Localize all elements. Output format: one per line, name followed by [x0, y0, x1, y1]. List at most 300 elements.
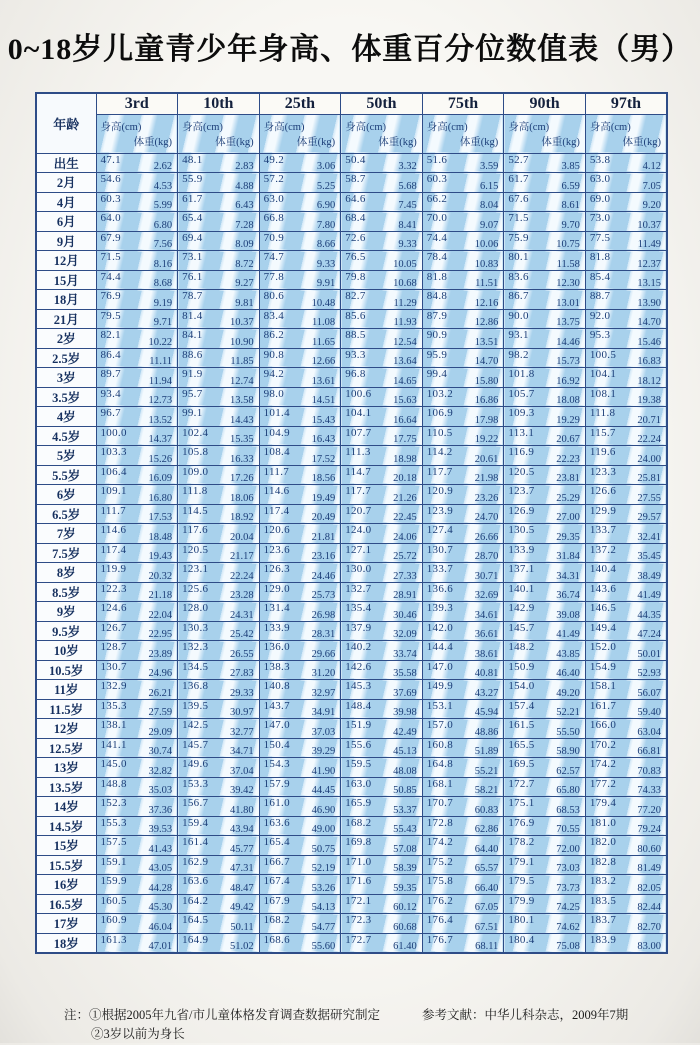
weight-value: 23.28: [230, 590, 254, 601]
table-row: [36, 621, 667, 641]
height-value: 149.4: [589, 621, 617, 634]
height-value: 165.5: [508, 738, 535, 751]
weight-unit-label: 体重(kg): [215, 136, 254, 148]
height-value: 64.0: [100, 212, 121, 224]
height-weight-cell: [585, 387, 667, 407]
weight-value: 24.70: [474, 512, 499, 523]
height-value: 142.5: [182, 719, 209, 731]
age-label: 9.5岁: [36, 621, 96, 641]
weight-value: 37.03: [311, 726, 336, 738]
height-value: 122.3: [100, 582, 127, 595]
height-value: 152.3: [100, 797, 127, 809]
weight-value: 25.81: [637, 473, 661, 484]
weight-value: 20.04: [230, 531, 254, 543]
table-row: [36, 251, 667, 271]
weight-value: 38.49: [637, 570, 661, 582]
height-weight-cell: [585, 212, 667, 232]
height-weight-cell: [341, 348, 423, 368]
height-weight-cell: [585, 914, 667, 934]
height-weight-cell: [96, 758, 178, 778]
table-row: [36, 777, 667, 797]
height-weight-cell: [585, 251, 667, 271]
height-value: 170.2: [589, 738, 617, 751]
height-weight-cell: [341, 251, 423, 271]
height-weight-cell: [341, 387, 423, 407]
table-row: [36, 582, 667, 602]
weight-value: 32.09: [393, 629, 417, 640]
table-row: [36, 875, 667, 895]
height-value: 160.9: [100, 914, 127, 926]
table-row: [36, 797, 667, 817]
weight-value: 14.70: [474, 356, 499, 367]
height-weight-cell: [96, 738, 178, 758]
age-label: 5岁: [36, 446, 96, 466]
weight-value: 57.08: [393, 843, 417, 855]
weight-value: 16.80: [148, 492, 173, 504]
height-weight-cell: [422, 348, 504, 368]
height-weight-cell: [585, 563, 667, 583]
height-value: 73.0: [589, 212, 611, 224]
weight-value: 53.37: [393, 804, 417, 816]
height-weight-cell: [585, 426, 667, 446]
height-value: 58.7: [345, 173, 366, 185]
weight-value: 32.41: [637, 531, 661, 543]
height-weight-cell: [585, 192, 667, 212]
height-weight-cell: [422, 777, 504, 797]
data-table: [35, 92, 668, 954]
height-weight-cell: [585, 582, 667, 602]
weight-value: 16.09: [148, 473, 173, 484]
weight-value: 43.94: [230, 824, 254, 835]
weight-value: 29.57: [637, 512, 661, 523]
height-weight-cell: [259, 894, 341, 914]
height-value: 155.3: [100, 816, 127, 829]
table-row: [36, 758, 667, 778]
age-label: 4月: [36, 192, 96, 212]
height-weight-cell: [178, 504, 260, 524]
height-weight-cell: [259, 153, 341, 173]
height-value: 158.1: [589, 680, 617, 692]
height-weight-cell: [341, 290, 423, 310]
height-weight-cell: [178, 660, 260, 680]
height-value: 145.7: [182, 738, 209, 751]
height-value: 183.2: [589, 875, 617, 887]
height-weight-cell: [422, 875, 504, 895]
weight-value: 17.53: [148, 512, 173, 523]
weight-value: 8.09: [235, 239, 254, 250]
weight-value: 52.19: [311, 863, 336, 874]
weight-value: 10.22: [148, 336, 173, 348]
height-weight-cell: [341, 192, 423, 212]
height-value: 139.3: [426, 602, 453, 614]
height-weight-cell: [96, 680, 178, 700]
age-label: 17岁: [36, 914, 96, 934]
weight-value: 52.21: [556, 707, 580, 718]
height-value: 117.4: [100, 543, 127, 556]
height-weight-cell: [341, 680, 423, 700]
weight-value: 28.70: [474, 551, 499, 562]
height-unit-label: 身高(cm): [100, 121, 142, 133]
height-value: 130.7: [100, 660, 127, 673]
height-weight-cell: [504, 231, 586, 251]
height-weight-cell: [259, 212, 341, 232]
height-value: 78.4: [426, 251, 448, 263]
height-value: 85.4: [589, 270, 611, 283]
height-value: 124.6: [100, 602, 127, 614]
height-weight-cell: [96, 797, 178, 817]
height-value: 60.3: [100, 192, 121, 205]
height-value: 154.9: [589, 660, 617, 673]
height-unit-label: 身高(cm): [589, 121, 631, 133]
weight-value: 60.68: [393, 921, 417, 933]
height-value: 140.2: [345, 641, 372, 653]
table-row: [36, 153, 667, 173]
height-weight-cell: [96, 563, 178, 583]
age-label: 9岁: [36, 602, 96, 622]
height-weight-cell: [259, 875, 341, 895]
age-label: 4岁: [36, 407, 96, 427]
height-value: 70.9: [263, 231, 285, 244]
height-weight-cell: [504, 192, 586, 212]
height-weight-cell: [585, 719, 667, 739]
weight-value: 10.75: [556, 239, 580, 250]
height-value: 91.9: [182, 368, 203, 380]
height-weight-header-cell: [504, 114, 586, 153]
height-weight-cell: [504, 368, 586, 388]
height-weight-cell: [259, 777, 341, 797]
height-weight-cell: [341, 212, 423, 232]
age-label: 6.5岁: [36, 504, 96, 524]
weight-value: 60.12: [393, 902, 417, 913]
height-value: 176.2: [426, 894, 453, 907]
weight-value: 82.70: [637, 921, 661, 933]
height-weight-cell: [259, 543, 341, 563]
height-weight-cell: [422, 563, 504, 583]
weight-value: 41.43: [148, 843, 173, 855]
height-value: 168.6: [263, 933, 290, 946]
height-value: 74.4: [426, 231, 448, 244]
height-weight-cell: [504, 329, 586, 349]
weight-value: 10.05: [393, 258, 417, 270]
height-weight-cell: [259, 426, 341, 446]
weight-value: 46.40: [556, 668, 580, 679]
height-weight-cell: [422, 758, 504, 778]
height-value: 72.6: [345, 231, 366, 244]
height-value: 153.1: [426, 699, 453, 712]
height-weight-cell: [178, 524, 260, 544]
height-weight-cell: [504, 212, 586, 232]
weight-value: 37.36: [148, 804, 173, 816]
height-value: 53.8: [589, 153, 611, 166]
height-value: 159.4: [182, 816, 209, 829]
height-weight-cell: [422, 446, 504, 466]
age-label: 3岁: [36, 368, 96, 388]
weight-value: 49.00: [311, 824, 336, 835]
height-weight-cell: [259, 270, 341, 290]
weight-value: 11.49: [637, 239, 661, 250]
height-weight-cell: [259, 933, 341, 953]
height-value: 123.7: [508, 485, 535, 497]
height-weight-cell: [259, 387, 341, 407]
height-weight-cell: [504, 524, 586, 544]
weight-value: 19.38: [637, 395, 661, 406]
height-value: 100.0: [100, 426, 127, 439]
height-value: 183.5: [589, 894, 617, 907]
height-weight-cell: [422, 894, 504, 914]
height-weight-cell: [341, 368, 423, 388]
table-row: [36, 524, 667, 544]
weight-value: 45.94: [474, 707, 499, 718]
footnotes: [64, 1006, 674, 1045]
height-weight-cell: [96, 329, 178, 349]
table-row: [36, 348, 667, 368]
height-weight-cell: [96, 368, 178, 388]
weight-value: 46.04: [148, 921, 173, 933]
height-value: 154.3: [263, 758, 290, 770]
weight-value: 55.43: [393, 824, 417, 835]
weight-value: 54.13: [311, 902, 336, 913]
weight-value: 10.48: [311, 297, 336, 309]
height-value: 159.1: [100, 855, 127, 868]
height-value: 125.6: [182, 582, 209, 595]
weight-value: 59.40: [637, 707, 661, 718]
height-weight-cell: [341, 231, 423, 251]
height-weight-cell: [422, 407, 504, 427]
weight-value: 81.49: [637, 863, 661, 874]
weight-value: 19.49: [311, 492, 336, 504]
weight-value: 44.35: [637, 609, 661, 621]
height-weight-cell: [341, 758, 423, 778]
table-row: [36, 680, 667, 700]
weight-value: 14.43: [230, 414, 254, 426]
height-value: 57.2: [263, 173, 285, 185]
height-weight-cell: [96, 543, 178, 563]
weight-value: 51.89: [474, 746, 499, 757]
height-weight-cell: [585, 680, 667, 700]
height-value: 160.8: [426, 738, 453, 751]
height-value: 172.7: [345, 933, 372, 946]
weight-value: 15.46: [637, 336, 661, 348]
height-value: 69.0: [589, 192, 611, 205]
height-weight-header-cell: [422, 114, 504, 153]
height-weight-cell: [585, 933, 667, 953]
weight-value: 20.67: [556, 434, 580, 445]
height-value: 99.4: [426, 368, 448, 380]
height-value: 148.4: [345, 699, 372, 712]
weight-value: 24.31: [230, 609, 254, 621]
weight-value: 47.24: [637, 629, 661, 640]
height-weight-cell: [585, 329, 667, 349]
note-source: ①根据2005年九省/市儿童体格发育调查数据研究制定: [89, 1008, 380, 1022]
height-weight-cell: [585, 173, 667, 193]
height-weight-cell: [178, 153, 260, 173]
weight-value: 20.71: [637, 414, 661, 426]
height-weight-cell: [96, 914, 178, 934]
height-weight-cell: [341, 602, 423, 622]
weight-value: 50.01: [637, 648, 661, 660]
height-weight-cell: [178, 485, 260, 505]
weight-value: 11.29: [393, 297, 417, 309]
weight-value: 6.43: [235, 200, 254, 211]
weight-value: 67.05: [474, 902, 499, 913]
age-label: 21月: [36, 309, 96, 329]
weight-value: 5.99: [153, 200, 173, 211]
height-value: 93.3: [345, 348, 366, 361]
weight-value: 27.33: [393, 570, 417, 582]
height-weight-cell: [259, 251, 341, 271]
height-value: 90.9: [426, 329, 448, 341]
weight-value: 74.25: [556, 902, 580, 913]
height-weight-cell: [422, 582, 504, 602]
height-value: 161.7: [589, 699, 617, 712]
height-value: 123.3: [589, 465, 617, 478]
height-value: 157.4: [508, 699, 535, 712]
percentile-header: 97th: [585, 93, 667, 114]
weight-value: 53.26: [311, 882, 336, 894]
height-value: 135.3: [100, 699, 127, 712]
height-weight-cell: [341, 914, 423, 934]
height-value: 111.8: [182, 485, 208, 497]
weight-value: 18.92: [230, 512, 254, 523]
weight-value: 15.80: [474, 375, 499, 387]
height-value: 101.8: [508, 368, 535, 380]
age-label: 15.5岁: [36, 855, 96, 875]
height-weight-header-cell: [585, 114, 667, 153]
weight-value: 73.73: [556, 882, 580, 894]
height-value: 120.5: [508, 465, 535, 478]
weight-value: 77.20: [637, 804, 661, 816]
height-weight-cell: [178, 348, 260, 368]
weight-value: 65.57: [474, 863, 499, 874]
weight-unit-label: 体重(kg): [378, 136, 417, 148]
height-weight-cell: [178, 582, 260, 602]
height-weight-cell: [504, 504, 586, 524]
height-value: 81.8: [426, 270, 448, 283]
height-value: 169.5: [508, 758, 535, 770]
weight-value: 9.27: [235, 278, 254, 289]
weight-value: 13.52: [148, 414, 173, 426]
weight-value: 72.00: [556, 843, 580, 855]
height-value: 148.2: [508, 641, 535, 653]
height-weight-cell: [341, 699, 423, 719]
weight-value: 30.71: [474, 570, 499, 582]
table-row: [36, 446, 667, 466]
weight-value: 12.74: [230, 375, 254, 387]
height-weight-cell: [178, 914, 260, 934]
weight-value: 28.31: [311, 629, 336, 640]
height-value: 96.7: [100, 407, 121, 419]
height-weight-cell: [504, 173, 586, 193]
height-weight-cell: [341, 504, 423, 524]
age-label: 13.5岁: [36, 777, 96, 797]
weight-value: 11.58: [556, 258, 580, 270]
height-value: 75.9: [508, 231, 529, 244]
table-row: [36, 485, 667, 505]
table-row: [36, 231, 667, 251]
height-weight-cell: [178, 602, 260, 622]
weight-value: 12.16: [474, 297, 499, 309]
height-value: 76.5: [345, 251, 366, 263]
height-value: 128.0: [182, 602, 209, 614]
percentile-header: 90th: [504, 93, 586, 114]
height-weight-cell: [585, 270, 667, 290]
weight-value: 29.66: [311, 648, 336, 660]
height-value: 104.1: [589, 368, 617, 380]
weight-value: 6.59: [561, 180, 580, 192]
weight-value: 82.05: [637, 882, 661, 894]
height-weight-cell: [178, 192, 260, 212]
age-label: 2.5岁: [36, 348, 96, 368]
height-value: 183.7: [589, 914, 617, 926]
table-row: [36, 738, 667, 758]
weight-value: 9.33: [398, 239, 417, 250]
height-value: 137.2: [589, 543, 617, 556]
height-value: 148.8: [100, 777, 127, 790]
height-value: 111.8: [589, 407, 616, 419]
height-weight-cell: [259, 329, 341, 349]
height-value: 154.0: [508, 680, 535, 692]
height-value: 111.3: [345, 446, 371, 458]
weight-value: 16.86: [474, 395, 499, 406]
weight-value: 20.18: [393, 473, 417, 484]
height-weight-cell: [178, 758, 260, 778]
weight-value: 32.69: [474, 590, 499, 601]
weight-value: 24.06: [393, 531, 417, 543]
weight-value: 18.48: [148, 531, 173, 543]
height-weight-cell: [341, 855, 423, 875]
weight-value: 8.16: [153, 258, 173, 270]
height-weight-cell: [585, 446, 667, 466]
height-value: 79.5: [100, 309, 121, 322]
height-value: 175.1: [508, 797, 535, 809]
height-weight-cell: [422, 290, 504, 310]
table-row: [36, 563, 667, 583]
height-weight-cell: [96, 290, 178, 310]
height-value: 119.9: [100, 563, 127, 575]
weight-value: 51.02: [230, 940, 254, 952]
footnote-line-1: [64, 1006, 674, 1025]
height-weight-cell: [178, 290, 260, 310]
height-value: 120.5: [182, 543, 209, 556]
weight-value: 3.32: [398, 161, 417, 172]
weight-value: 68.11: [475, 940, 499, 952]
height-weight-cell: [178, 329, 260, 349]
age-label: 15岁: [36, 836, 96, 856]
height-value: 67.6: [508, 192, 529, 205]
height-weight-cell: [178, 173, 260, 193]
weight-value: 30.97: [230, 707, 254, 718]
table-row: [36, 933, 667, 953]
weight-value: 26.66: [474, 531, 499, 543]
height-weight-cell: [341, 543, 423, 563]
height-value: 114.5: [182, 504, 208, 517]
height-value: 99.1: [182, 407, 203, 419]
height-weight-cell: [178, 563, 260, 583]
height-weight-cell: [504, 875, 586, 895]
weight-value: 49.20: [556, 687, 580, 699]
height-value: 78.7: [182, 290, 203, 302]
table-row: [36, 699, 667, 719]
weight-value: 12.37: [637, 258, 661, 270]
weight-value: 10.37: [230, 317, 254, 328]
age-label: 16岁: [36, 875, 96, 895]
height-weight-cell: [504, 387, 586, 407]
height-value: 136.0: [263, 641, 290, 653]
height-value: 105.7: [508, 387, 535, 400]
percentile-header-row: [36, 93, 667, 114]
weight-value: 11.11: [149, 356, 173, 367]
weight-value: 65.80: [556, 785, 580, 796]
